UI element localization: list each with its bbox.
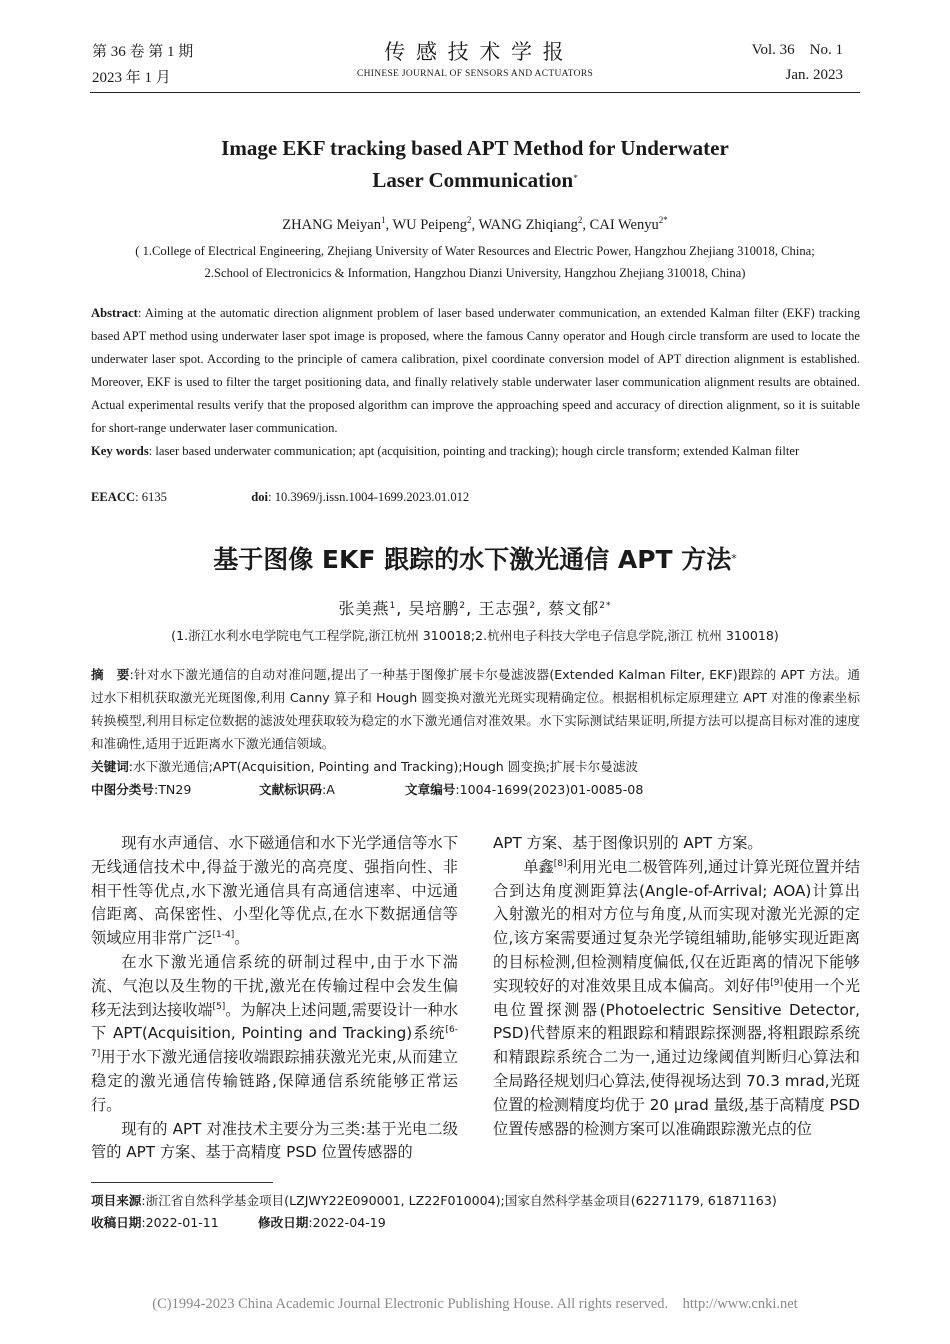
journal-title-cn: 传 感 技 术 学 报 <box>384 40 566 64</box>
date-cn: 2023 年 1 月 <box>92 70 171 86</box>
doi-value: : 10.3969/j.issn.1004-1699.2023.01.012 <box>268 490 470 504</box>
body-paragraph: 现有的 APT 对准技术主要分为三类:基于光电二级管的 APT 方案、基于高精度 PSD 位置传感器的 <box>91 1119 458 1162</box>
doc-code-label: 文献标识码 <box>259 782 322 797</box>
abstract-text-cn: :针对水下激光通信的自动对准问题,提出了一种基于图像扩展卡尔曼滤波器(Extended Kalman Filter, EKF)跟踪的 APT 方法。通过水下相机获取激光光斑图像,利用 Canny 算子和 Hough 圆变换对激光光斑实现精确定位。根据相机标定原理建立 APT 对准的像素坐标转换模型,利用目标定位数据的滤波处理获取较为稳定的水下激光通信对准效果。水下实际测试结果证明,所提方法可以提高目标对准的速度和准确性,适用于近距离水下激光通信领域。 <box>91 667 860 751</box>
article-number-value: :1004-1699(2023)01-0085-08 <box>455 782 644 797</box>
funding-note <box>91 1190 860 1212</box>
body-right-column <box>493 832 860 1141</box>
eeacc-value: : 6135 <box>135 490 167 504</box>
header-rule <box>90 92 860 93</box>
author-cn-2: 吴培鹏$^2$, <box>408 599 479 618</box>
chinese-affiliation: (1.浙江水利水电学院电气工程学院,浙江杭州 310018;2.杭州电子科技大学电子信息学院,浙江 杭州 310018) <box>171 628 779 643</box>
revised-label: 修改日期 <box>258 1215 309 1230</box>
body-left-column <box>91 832 458 1165</box>
english-affiliation-2: 2.School of Electronicics & Information, Hangzhou Dianzi University, Hangzhou Zhejiang 310018, China) <box>204 266 746 280</box>
doc-code-value: :A <box>321 782 335 797</box>
footnote-rule <box>91 1182 273 1183</box>
chinese-abstract <box>91 663 860 755</box>
english-keywords <box>91 440 860 463</box>
volume-issue-cn: 第 36 卷 第 1 期 <box>92 44 194 60</box>
date-en: Jan. 2023 <box>785 67 843 83</box>
body-paragraph: 现有水声通信、水下磁通信和水下光学通信等水下无线通信技术中,得益于激光的高亮度、强指向性、非相干性等优点,水下激光通信具有高通信速率、中远通信距离、高保密性、小型化等优点,在水下数据通信等领域应用非常广泛[1-4]。 <box>91 834 458 948</box>
revised-value: :2022-04-19 <box>308 1215 386 1230</box>
chinese-title-text: 基于图像 EKF 跟踪的水下激光通信 APT 方法 <box>213 545 732 574</box>
body-paragraph: APT 方案、基于图像识别的 APT 方案。 <box>493 834 763 852</box>
english-abstract <box>91 302 860 440</box>
received-label: 收稿日期 <box>91 1215 142 1230</box>
english-title-text: Laser Communication <box>372 168 574 192</box>
journal-title-en: CHINESE JOURNAL OF SENSORS AND ACTUATORS <box>356 69 594 79</box>
keywords-text-en: : laser based underwater communication; apt (acquisition, pointing and tracking); hough circle transform; extended Kalman filter <box>148 444 800 458</box>
abstract-label-cn: 摘 要 <box>91 667 130 682</box>
english-authors <box>60 217 890 234</box>
dates-note <box>91 1212 860 1234</box>
keywords-label-cn: 关键词 <box>91 759 129 774</box>
chinese-authors <box>60 596 890 619</box>
keywords-label-en: Key words <box>91 444 149 458</box>
english-title-line1: Image EKF tracking based APT Method for Underwater <box>221 136 729 160</box>
keywords-text-cn: :水下激光通信;APT(Acquisition, Pointing and Tracking);Hough 圆变换;扩展卡尔曼滤波 <box>128 759 638 774</box>
funding-label: 项目来源 <box>91 1193 142 1208</box>
author-cn-4: 蔡文郁$^{2*}$ <box>548 599 612 618</box>
body-paragraph: 单鑫[8]利用光电二极管阵列,通过计算光斑位置并结合到达角度测距算法(Angle-of-Arrival; AOA)计算出入射激光的相对方位与角度,从而实现对激光光源的定位,该方案需要通过复杂光学镜组辅助,能够实现近距离的目标检测,但检测精度偏低,仅在近距离的情况下能够实现较好的对准效果且成本偏高。刘好伟[9]使用一个光电位置探测器(Photoelectric Sensitive Detector, PSD)代替原来的粗跟踪和精跟踪探测器,将粗跟踪系统和精跟踪系统合二为一,通过边缘阈值判断归心算法和全局路径规划归心算法,使得视场达到 70.3 mrad,光斑位置的检测精度均优于 20 μrad 量级,基于高精度 PSD 位置传感器的检测方案可以准确跟踪激光点的位 <box>493 857 861 1138</box>
english-classification <box>91 486 860 509</box>
chinese-classification <box>91 778 860 801</box>
english-affiliation-1: ( 1.College of Electrical Engineering, Zhejiang University of Water Resources and Electric Power, Hangzhou Zhejiang 310018, China; <box>135 244 815 258</box>
clc-label: 中图分类号 <box>91 782 154 797</box>
body-paragraph: 在水下激光通信系统的研制过程中,由于水下湍流、气泡以及生物的干扰,激光在传输过程中会发生偏移无法到达接收端[5]。为解决上述问题,需要设计一种水下 APT(Acquisition, Pointing and Tracking)系统[6-7]用于水下激光通信接收端跟踪捕获激光光束,从而建立稳定的激光通信传输链路,保障通信系统能够正常运行。 <box>91 952 459 1114</box>
received-value: :2022-01-11 <box>141 1215 219 1230</box>
author-cn-1: 张美燕$^1$, <box>338 599 409 618</box>
doi-label: doi <box>251 490 269 504</box>
abstract-text-en: : Aiming at the automatic direction alignment problem of laser based underwater communication, an extended Kalman filter (EKF) tracking based APT method using underwater laser spot image is proposed, where the famous Canny operator and Hough circle transform are used to locate the underwater laser spot. According to the principle of camera calibration, pixel coordinate conversion model of APT direction alignment is established. Moreover, EKF is used to filter the target positioning data, and finally relatively stable underwater laser communication alignment results are obtained. Actual experimental results verify that the proposed algorithm can improve the approaching speed and accuracy of direction alignment, so it is suitable for short-range underwater laser communication. <box>91 306 860 435</box>
english-title-mark: * <box>573 173 578 183</box>
abstract-label-en: Abstract <box>91 306 138 320</box>
copyright-line: (C)1994-2023 China Academic Journal Electronic Publishing House. All rights reserved. http://www.cnki.net <box>152 1296 798 1312</box>
author-en-3: WANG Zhiqiang$^2$, <box>478 215 590 233</box>
chinese-title <box>60 540 890 576</box>
author-en-4: CAI Wenyu$^{2*}$ <box>589 215 668 233</box>
clc-value: :TN29 <box>153 782 192 797</box>
author-en-2: WU Peipeng$^2$, <box>392 215 479 233</box>
eeacc-label: EEACC <box>91 490 136 504</box>
author-cn-3: 王志强$^2$, <box>478 599 549 618</box>
chinese-title-mark: * <box>731 552 737 565</box>
funding-text: :浙江省自然科学基金项目(LZJWY22E090001, LZ22F010004);国家自然科学基金项目(62271179, 61871163) <box>141 1193 777 1208</box>
author-en-1: ZHANG Meiyan$^1$, <box>282 215 393 233</box>
chinese-keywords <box>91 755 860 778</box>
article-number-label: 文章编号 <box>405 782 456 797</box>
english-title-line2 <box>60 168 890 193</box>
volume-issue-en: Vol. 36 No. 1 <box>751 42 843 58</box>
